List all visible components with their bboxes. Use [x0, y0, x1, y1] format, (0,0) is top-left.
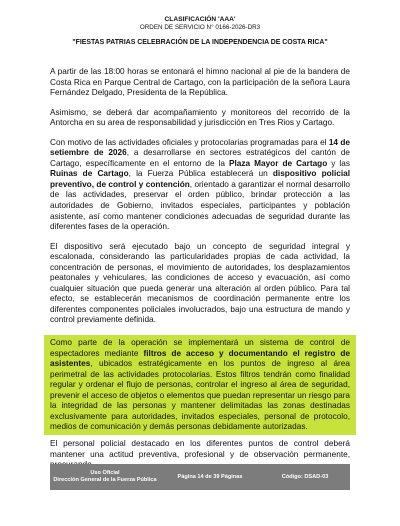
- paragraph-text: , a desarrollarse en sectores estratégicos del cantón de Cartago, específicamente en el entorno de la: [50, 148, 351, 168]
- paragraph-text: y las: [327, 158, 350, 168]
- bold-text: dispositivo policial preventivo, de control y contención: [50, 169, 351, 189]
- footer-page-number: [160, 464, 260, 490]
- body-paragraph: [50, 138, 350, 233]
- classification-label: CLASIFICACIÓN 'AAA': [164, 16, 236, 23]
- paragraph-text: Asimismo, se deberá dar acompañamiento y monitoreos del recorrido de la Antorcha en su area de responsabilidad y jurisdicción en Tres Rios y Cartago.: [50, 107, 350, 128]
- paragraph-text: El personal policial destacado en los diferentes puntos de control deberá mantener una actitud preventiva, profesional y de observación permanente,: [50, 438, 350, 459]
- footer-code-label: Código: DSAD-03: [281, 473, 329, 480]
- footer-page-label: Página 14 de 39 Páginas: [177, 473, 243, 480]
- document-body: [50, 67, 350, 471]
- footer-code: [260, 464, 350, 490]
- page-footer: [50, 464, 350, 490]
- footer-issuer: [50, 464, 160, 490]
- paragraph-text: Como parte de la operación se implementará un sistema de control de espectadores mediante: [50, 338, 350, 358]
- service-order-number: ORDEN DE SERVICIO N° 0166-2026-DR3: [139, 24, 261, 31]
- highlighted-paragraph: [44, 335, 356, 435]
- paragraph-text: Con motivo de las actividades oficiales y protocolarias programadas para el: [50, 137, 329, 147]
- bold-text: filtros de acceso y documentando el registro de asistentes: [50, 348, 350, 369]
- document-header: [0, 16, 400, 47]
- bold-text: 14 de setiembre de 2026: [50, 137, 350, 158]
- body-paragraph: [50, 108, 350, 129]
- footer-use-label: Uso Oficial: [90, 470, 120, 476]
- bold-text: Plaza Mayor de Cartago: [229, 158, 328, 168]
- body-paragraph: [50, 242, 350, 326]
- paragraph-text: A partir de las 18:00 horas se entonará el himno nacional al pie de la bandera de Costa Rica en Parque Central de Cartago, con la participación de la señora Laura Fernández Delgado, Presidenta de la República.: [50, 67, 350, 98]
- body-paragraph: [50, 67, 350, 99]
- footer-organization: Dirección General de la Fuerza Pública: [53, 477, 157, 483]
- bold-text: Ruinas de Cartago: [50, 169, 129, 179]
- paragraph-text: , ubicados estratégicamente en los puntos de ingreso al área perimetral de las actividades protocolarias. Estos filtros tendrán como finalidad regular y ordenar el flujo de personas, controlar el ingreso al área de seguridad, prevenir el acceso de objetos o elementos que puedan representar un riesgo para la integridad de las personas y mantener delimitadas las zonas destinadas exclusivamente para autoridades, invitados especiales, personal de protocolo, medios de comunicación y demás personas debidamente autorizadas.: [50, 359, 350, 432]
- paragraph-text: , la Fuerza Pública establecerá un: [128, 169, 273, 179]
- paragraph-text: , orientado a garantizar el normal desarrollo de las actividades, preservar el orden público, brindar protección a las autoridades de Gobierno, invitados especiales, participantes y población asistente, así como mantener condiciones adecuadas de seguridad durante las diferentes fases de la operación.: [50, 179, 350, 232]
- paragraph-text: El dispositivo será ejecutado bajo un concepto de seguridad integral y escalonada, considerando las particularidades propias de cada actividad, la concentración de personas, el movimiento de autoridades, los desplazamientos peatonales y vehiculares, las condiciones de acceso y evacuación, así como cualquier situación que pueda generar una alteración al orden público. Para tal efecto, se establecerán mecanismos de coordinación permanente entre los diferentes componentes policiales involucrados, bajo una estructura de mando y control previamente definida.: [50, 241, 350, 325]
- document-title: "FIESTAS PATRIAS CELEBRACIÓN DE LA INDEPENDENCIA DE COSTA RICA": [72, 39, 328, 46]
